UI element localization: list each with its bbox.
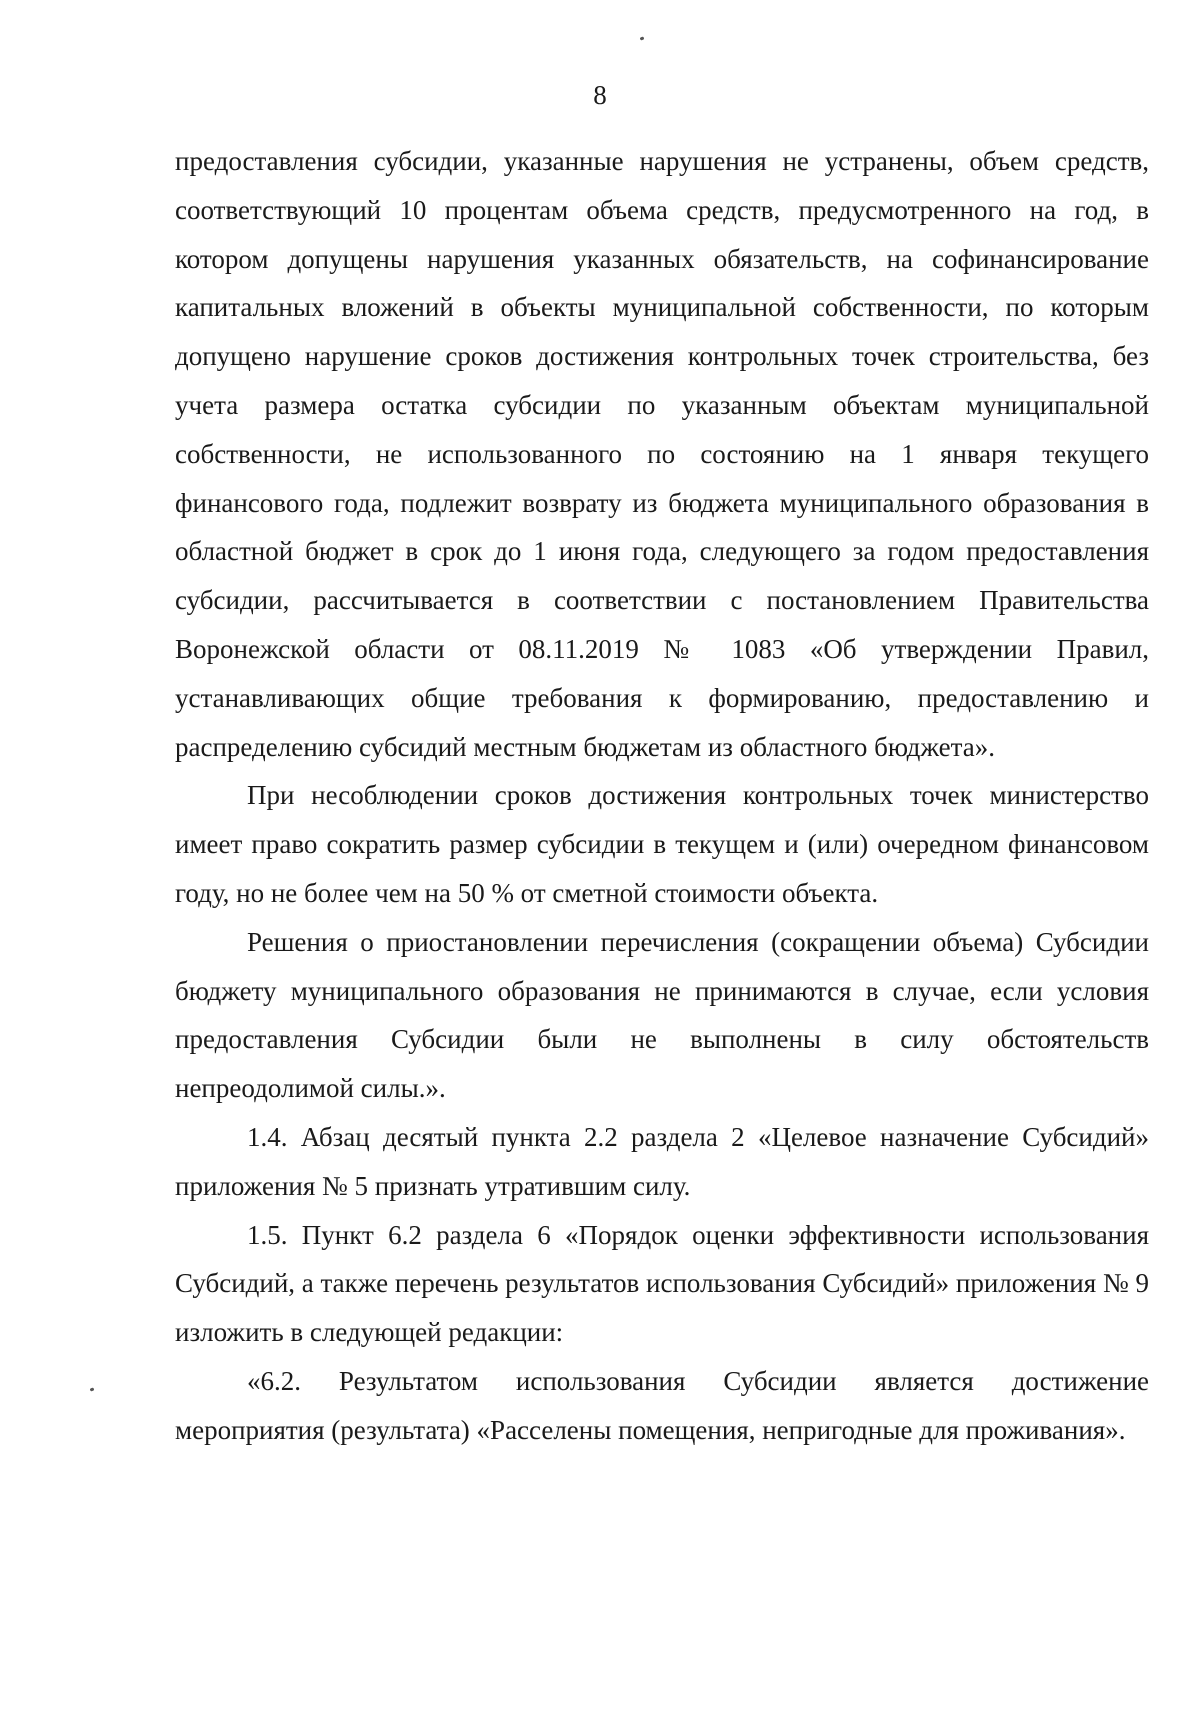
paragraph-item-1-4: 1.4. Абзац десятый пункта 2.2 раздела 2 «Целевое назначение Субсидий» приложения № 5 признать утратившим силу. [175, 1121, 1149, 1201]
paragraph-item-1-5: 1.5. Пункт 6.2 раздела 6 «Порядок оценки эффективности использования Субсидий, а также перечень результатов использования Субсидий» приложения № 9 изложить в следующей редакции: [175, 1219, 1149, 1348]
scan-speck-left [90, 1387, 95, 1391]
paragraph-control-points: При несоблюдении сроков достижения контрольных точек министерство имеет право сократить размер субсидии в текущем и (или) очередном финансовом году, но не более чем на 50 % от сметной стоимости объекта. [175, 780, 1149, 908]
paragraph-continuation: предоставления субсидии, указанные нарушения не устранены, объем средств, соответствующий 10 процентам объема средств, предусмотренного на год, в котором допущены нарушения указанных обязательств, на софинансирование капитальных вложений в объекты муниципальной собственности, по которым допущено нарушение сроков достижения контрольных точек строительства, без учета размера остатка субсидии по указанным объектам муниципальной собственности, не использованного по состоянию на 1 января текущего финансового года, подлежит возврату из бюджета муниципального образования в областной бюджет в срок до 1 июня года, следующего за годом предоставления субсидии, рассчитывается в соответствии с постановлением Правительства Воронежской области от 08.11.2019 № 1083 «Об утверждении Правил, устанавливающих общие требования к формированию, предоставлению и распределению субсидий местным бюджетам из областного бюджета». [175, 146, 1149, 762]
document-body [175, 137, 1149, 1455]
scan-speck-top [640, 36, 645, 40]
paragraph-force-majeure: Решения о приостановлении перечисления (сокращении объема) Субсидии бюджету муниципального образования не принимаются в случае, если условия предоставления Субсидии были не выполнены в силу обстоятельств непреодолимой силы.». [175, 926, 1149, 1104]
page-number: 8 [593, 80, 607, 110]
paragraph-item-6-2: «6.2. Результатом использования Субсидии является достижение мероприятия (результата) «Расселены помещения, непригодные для проживания». [175, 1365, 1149, 1445]
